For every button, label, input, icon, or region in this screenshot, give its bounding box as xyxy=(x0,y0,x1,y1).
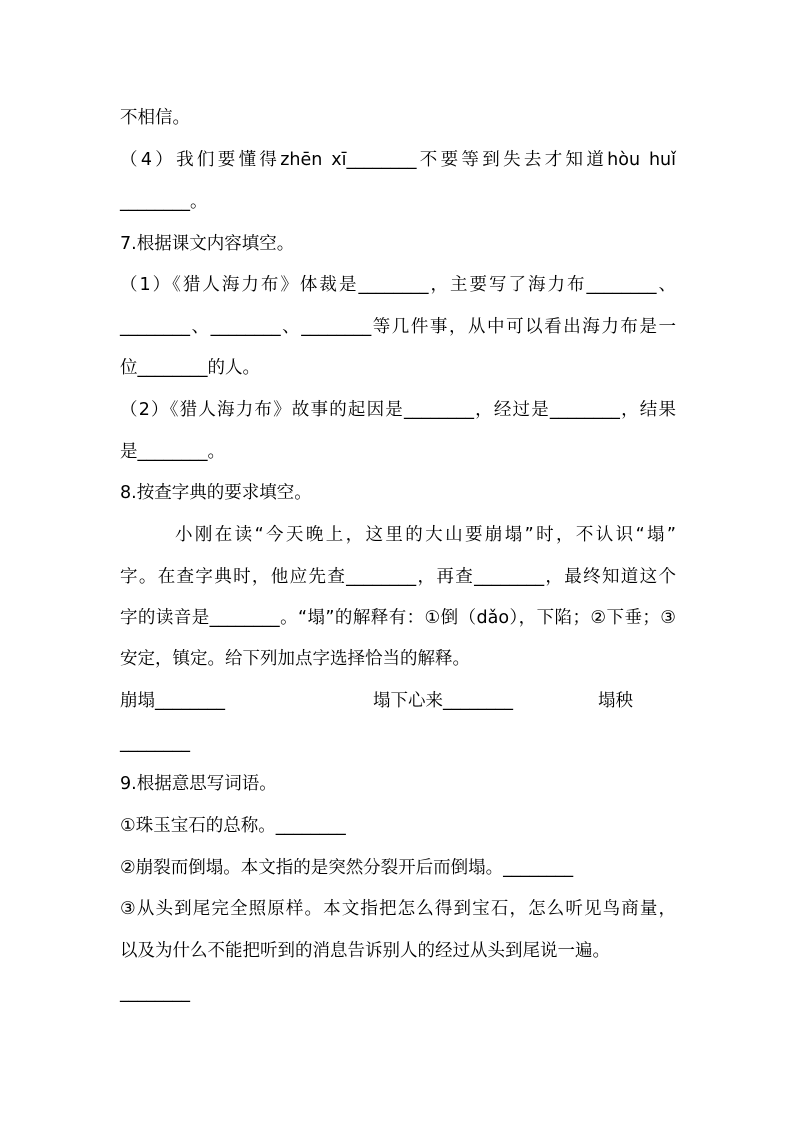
q8-choice-2: 塌下心来________ xyxy=(373,691,513,711)
text-line-q9-item1: ①珠玉宝石的总称。________ xyxy=(120,816,346,836)
text-line-q8-para-4: 安定，镇定。给下列加点字选择恰当的解释。 xyxy=(120,649,470,669)
text-line-q7-item2: （2）《猎人海力布》故事的起因是________，经过是________，结果 xyxy=(120,400,676,420)
text-line-q9-item2: ②崩裂而倒塌。本文指的是突然分裂开后而倒塌。________ xyxy=(120,858,574,878)
text-line-q7-item1-end: 位________的人。 xyxy=(120,358,260,378)
q8-choice-3-blank: ________ xyxy=(120,733,190,753)
text-line-q6-continuation: 不相信。 xyxy=(120,108,190,128)
question-8-heading: 8.按查字典的要求填空。 xyxy=(120,483,312,503)
text-line-q6-item4-blank: ________。 xyxy=(120,192,208,212)
text-line-q8-para-2: 字。在查字典时，他应先查________，再查________，最终知道这个 xyxy=(120,567,676,587)
text-line-q9-item3-cont: 以及为什么不能把听到的消息告诉别人的经过从头到尾说一遍。 xyxy=(120,941,610,961)
text-line-q7-item1: （1）《猎人海力布》体裁是________，主要写了海力布________、 xyxy=(120,275,676,295)
text-line-q9-item3: ③从头到尾完全照原样。本文指把怎么得到宝石，怎么听见鸟商量， xyxy=(120,899,676,919)
text-line-q9-item3-blank: ________ xyxy=(120,983,190,1003)
question-9-heading: 9.根据意思写词语。 xyxy=(120,774,277,794)
text-line-q8-para: 小刚在读“今天晚上，这里的大山要崩塌”时，不认识“塌” xyxy=(175,525,676,545)
text-line-q8-para-3: 字的读音是________。“塌”的解释有：①倒（dǎo），下陷；②下垂；③ xyxy=(120,608,676,628)
text-line-q6-item4: （4）我们要懂得zhēn xī________不要等到失去才知道hòu huǐ xyxy=(120,150,676,170)
q8-choice-1: 崩塌________ xyxy=(120,691,225,711)
text-line-q7-item2-end: 是________。 xyxy=(120,442,225,462)
q8-choice-3: 塌秧 xyxy=(598,691,633,711)
text-line-q7-item1-cont: ________、________、________等几件事，从中可以看出海力布是一 xyxy=(120,317,676,337)
question-7-heading: 7.根据课文内容填空。 xyxy=(120,234,295,254)
